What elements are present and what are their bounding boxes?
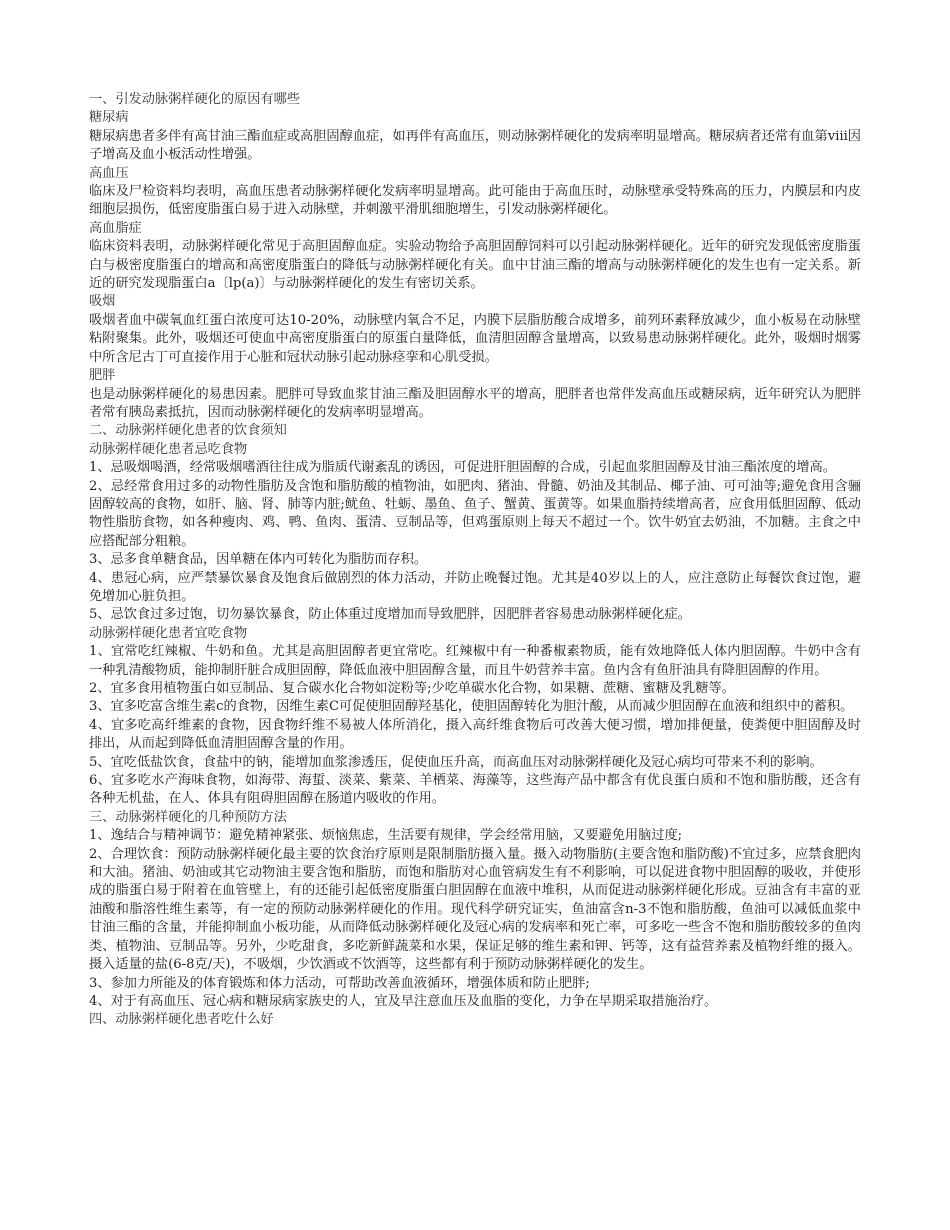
avoid-foods-heading: 动脉粥样硬化患者忌吃食物 bbox=[89, 441, 248, 457]
avoid-item: 2、忌经常食用过多的动物性脂肪及含饱和脂肪酸的植物油，如肥肉、猪油、骨髓、奶油及其制品、椰子油、可可油等;避免食用含骊固醇较高的食物，如肝、脑、肾、肺等内脏;鱿鱼、牡蛎、墨鱼、鱼子、蟹黄、蛋黄等。如果血脂持续增高者，应食用低胆固醇、低动物性脂肪食物，如各种瘦肉、鸡、鸭、鱼肉、蛋清、豆制品等，但鸡蛋原则上每天不超过一个。饮牛奶宜去奶油，不加糖。主食之中应搭配部分粗粮。 bbox=[89, 478, 861, 549]
hyperlipidemia-heading: 高血脂症 bbox=[89, 220, 142, 236]
section-3-title: 三、动脉粥样硬化的几种预防方法 bbox=[89, 809, 287, 825]
smoking-heading: 吸烟 bbox=[89, 294, 116, 310]
prevention-item: 2、合理饮食：预防动脉粥样硬化最主要的饮食治疗原则是限制脂肪摄入量。摄入动物脂肪(主要含饱和脂防酸)不宜过多，应禁食肥肉和大油。猪油、奶油或其它动物油主要含饱和脂肪，而饱和脂肪对心血管病发生有不利影响，可以促进食物中胆固醇的吸收，并使形成的脂蛋白易于附着在血管壁上，有的还能引起低密度脂蛋白胆固醇在血液中堆积，从而促进动脉粥样硬化形成。豆油含有丰富的亚油酸和脂溶性维生素等，有一定的预防动脉粥样硬化的作用。现代科学研究证实，鱼油富含n-3不饱和脂肪酸，鱼油可以减低血浆中甘油三酯的含量，并能抑制血小板功能，从而降低动脉粥样硬化及冠心病的发病率和死亡率，可多吃一些含不饱和脂肪酸较多的鱼肉类、植物油、豆制品等。另外，少吃甜食，多吃新鲜蔬菜和水果，保证足够的维生素和钾、钙等，这有益营养素及植物纤维的摄入。摄入适量的盐(6-8克/天)，不吸烟，少饮酒或不饮酒等，这些都有利于预防动脉粥样硬化的发生。 bbox=[89, 846, 861, 973]
good-item: 4、宜多吃高纤维素的食物，因食物纤维不易被人体所消化，摄入高纤维食物后可改善大便习惯，增加排便量，使粪便中胆固醇及时排出，从而起到降低血清胆固醇含量的作用。 bbox=[89, 717, 861, 752]
obesity-paragraph: 也是动脉粥样硬化的易患因素。肥胖可导致血浆甘油三酯及胆固醇水平的增高，肥胖者也常伴发高血压或糖尿病，近年研究认为肥胖者常有胰岛素抵抗，因而动脉粥样硬化的发病率明显增高。 bbox=[89, 386, 861, 420]
good-item: 2、宜多食用植物蛋白如豆制品、复合碳水化合物如淀粉等;少吃单碳水化合物，如果糖、蔗糖、蜜糖及乳糖等。 bbox=[89, 681, 735, 696]
good-item: 6、宜多吃水产海味食物，如海带、海蜇、淡菜、紫菜、羊栖菜、海藻等，这些海产品中都含有优良蛋白质和不饱和脂肪酸，还含有各种无机盐，在人、体具有阻碍胆固醇在肠道内吸收的作用。 bbox=[89, 773, 861, 807]
section-4-title: 四、动脉粥样硬化患者吃什么好 bbox=[89, 1012, 274, 1028]
diabetes-paragraph: 糖尿病患者多伴有高甘油三酯血症或高胆固醇血症，如再伴有高血压，则动脉粥样硬化的发病率明显增高。糖尿病者还常有血第ⅷ因子增高及血小板活动性增强。 bbox=[89, 128, 861, 163]
avoid-item: 5、忌饮食过多过饱，切勿暴饮暴食，防止体重过度增加而导致肥胖，因肥胖者容易患动脉粥样硬化症。 bbox=[89, 607, 691, 623]
diabetes-heading: 糖尿病 bbox=[89, 110, 129, 126]
avoid-item: 3、忌多食单糖食品，因单糖在体内可转化为脂肪而存积。 bbox=[89, 552, 428, 568]
hypertension-heading: 高血压 bbox=[89, 165, 129, 181]
good-item: 1、宜常吃红辣椒、牛奶和鱼。尤其是高胆固醇者更宜常吃。红辣椒中有一种番椒素物质，能有效地降低人体内胆固醇。牛奶中含有一种乳清酸物质，能抑制肝脏合成胆固醇，降低血液中胆固醇含量，而且牛奶营养丰富。鱼内含有鱼肝油具有降胆固醇的作用。 bbox=[89, 644, 861, 678]
document-page bbox=[89, 91, 861, 1030]
section-1-title: 一、引发动脉粥样硬化的原因有哪些 bbox=[89, 92, 300, 107]
prevention-item: 1、逸结合与精神调节：避免精神紧张、烦恼焦虑，生活要有规律，学会经常用脑，又要避免用脑过度; bbox=[89, 828, 683, 844]
good-item: 3、宜多吃富含维生素c的食物，因维生素C可促使胆固醇羟基化，使胆固醇转化为胆汁酸，从而减少胆固醇在血液和组织中的蓄积。 bbox=[89, 699, 854, 715]
hypertension-paragraph: 临床及尸检资料均表明，高血压患者动脉粥样硬化发病率明显增高。此可能由于高血压时，动脉壁承受特殊高的压力，内膜层和内皮细胞层损伤，低密度脂蛋白易于进入动脉壁，并刺激平滑肌细胞增生，引发动脉粥样硬化。 bbox=[89, 184, 861, 218]
avoid-item: 4、患冠心病，应严禁暴饮暴食及饱食后做剧烈的体力活动，并防止晚餐过饱。尤其是40岁以上的人，应注意防止每餐饮食过饱，避免增加心脏负担。 bbox=[89, 570, 861, 604]
good-item: 5、宜吃低盐饮食，食盐中的钠，能增加血浆渗透压，促使血压升高，而高血压对动脉粥样硬化及冠心病均可带来不利的影响。 bbox=[89, 754, 823, 770]
avoid-item: 1、忌吸烟喝酒，经常吸烟嗜酒往往成为脂质代谢紊乱的诱因，可促进肝胆固醇的合成，引起血浆胆固醇及甘油三酯浓度的增高。 bbox=[89, 460, 836, 476]
obesity-heading: 肥胖 bbox=[89, 368, 116, 384]
good-foods-heading: 动脉粥样硬化患者宜吃食物 bbox=[89, 625, 248, 641]
smoking-paragraph: 吸烟者血中碳氧血红蛋白浓度可达10-20%，动脉壁内氧合不足，内膜下层脂肪酸合成增多，前列环素释放减少，血小板易在动脉壁粘附聚集。此外，吸烟还可使血中高密度脂蛋白的原蛋白量降低，血清胆固醇含量增高，以致易患动脉粥样硬化。此外，吸烟时烟雾中所含尼古丁可直接作用于心脏和冠状动脉引起动脉痉挛和心肌受损。 bbox=[89, 312, 861, 365]
prevention-item: 4、对于有高血压、冠心病和糖尿病家族史的人，宜及早注意血压及血脂的变化，力争在早期采取措施治疗。 bbox=[89, 993, 718, 1009]
section-2-title: 二、动脉粥样硬化患者的饮食须知 bbox=[89, 423, 287, 439]
hyperlipidemia-paragraph: 临床资料表明，动脉粥样硬化常见于高胆固醇血症。实验动物给予高胆固醇饲料可以引起动脉粥样硬化。近年的研究发现低密度脂蛋白与极密度脂蛋白的增高和高密度脂蛋白的降低与动脉粥样硬化有关。血中甘油三酯的增高与动脉粥样硬化的发生也有一定关系。新近的研究发现脂蛋白a〔lp(a)〕与动脉粥样硬化的发生有密切关系。 bbox=[89, 239, 861, 292]
prevention-item: 3、参加力所能及的体育锻炼和体力活动，可帮助改善血液循环，增强体质和防止肥胖; bbox=[89, 975, 590, 991]
